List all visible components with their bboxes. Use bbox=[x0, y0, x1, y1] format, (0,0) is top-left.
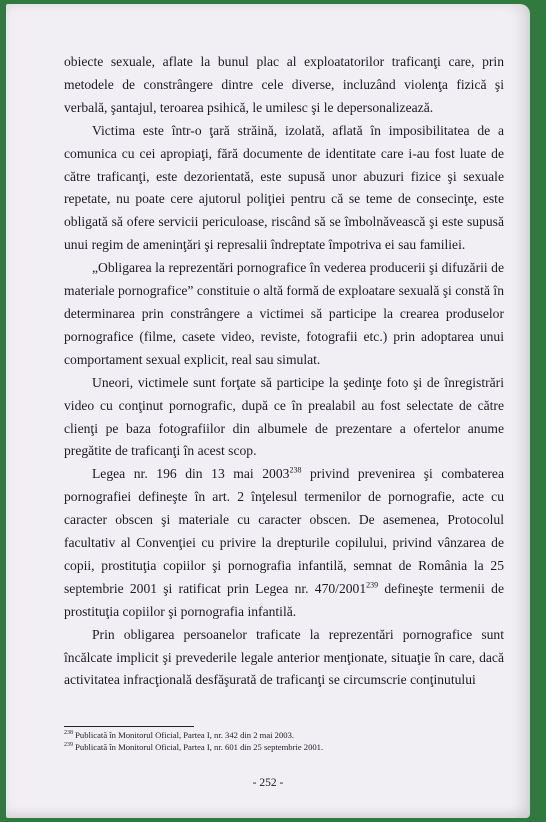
footnote-number: 238 bbox=[64, 730, 73, 737]
footnote-separator bbox=[64, 726, 194, 727]
paragraph-1: obiecte sexuale, aflate la bunul plac al exploatatorilor traficanţi care, prin metodele de constrângere dintre cele diverse, incluzând violenţa fizică şi verbală, şantajul, teroarea psihică, le umilesc şi le depersonalizează. bbox=[64, 54, 504, 115]
book-page bbox=[6, 4, 530, 818]
footnote-238 bbox=[64, 730, 504, 742]
footnote-text: Publicată în Monitorul Oficial, Partea I, nr. 601 din 25 septembrie 2001. bbox=[75, 741, 324, 752]
paragraph-5-text-a: Legea nr. 196 din 13 mai 2003 bbox=[92, 466, 290, 482]
paragraph-2: Victima este într-o ţară străină, izolată, aflată în imposibilitatea de a comunica cu cei apropiaţi, fără documente de identitate care i-au fost luate de către traficanţi, este dezorientată, este supusă unor abuzuri fizice şi sexuale repetate, nu poate cere ajutorul poliţiei pentru că se teme de consecinţe, este obligată să ofere servicii periculoase, riscând să se îmbolnăvească şi este supusă unui regim de ameninţări şi represalii îndreptate împotriva ei sau familiei. bbox=[64, 122, 504, 253]
body-text bbox=[64, 51, 504, 692]
footnotes bbox=[64, 730, 504, 753]
paragraph-5-text-b: privind prevenirea şi combaterea pornografiei defineşte în art. 2 înţelesul termenilor de pornografie, acte cu caracter obscen şi materiale cu caracter obscen. De asemenea, Protocolul facultativ al Convenţiei cu privire la drepturile copilului, privind vânzarea de copii, prostituţia copiilor şi pornografia infantilă, semnat de România la 25 septembrie 2001 şi ratificat prin Legea nr. 470/2001 bbox=[64, 466, 504, 596]
footnote-ref-238: 238 bbox=[289, 465, 302, 475]
footnote-number: 239 bbox=[64, 741, 73, 748]
paragraph-3: „Obligarea la reprezentări pornografice în vederea producerii şi difuzării de materiale pornografice” constituie o altă formă de exploatare sexuală şi constă în determinarea prin constrângere a victimei să participe la crearea produselor pornografice (filme, casete video, reviste, fotografii etc.) prin adoptarea unui comportament sexual explicit, real sau simulat. bbox=[64, 260, 504, 367]
paragraph-4: Uneori, victimele sunt forţate să participe la şedinţe foto şi de înregistrări video cu conţinut pornografic, după ce în prealabil au fost selectate de către clienţi pe baza fotografiilor din albumele de prezentare a ofertelor anume pregătite de traficanţi în acest scop. bbox=[64, 374, 504, 459]
footnote-ref-239: 239 bbox=[366, 580, 379, 590]
footnote-text: Publicată în Monitorul Oficial, Partea I, nr. 342 din 2 mai 2003. bbox=[75, 730, 295, 740]
page-number: - 252 - bbox=[252, 777, 284, 789]
paragraph-5-text-c: defineşte termenii de prostituţia copiilor şi pornografia infantilă. bbox=[64, 580, 504, 619]
footnote-239 bbox=[64, 742, 504, 754]
paragraph-6: Prin obligarea persoanelor traficate la reprezentări pornografice sunt încălcate implicit şi prevederile legale anterior menţionate, situaţie în care, dacă activitatea infracţională desfăşurată de traficanţi se circumscrie conţinutului bbox=[64, 626, 504, 688]
paragraph-5 bbox=[64, 463, 504, 623]
